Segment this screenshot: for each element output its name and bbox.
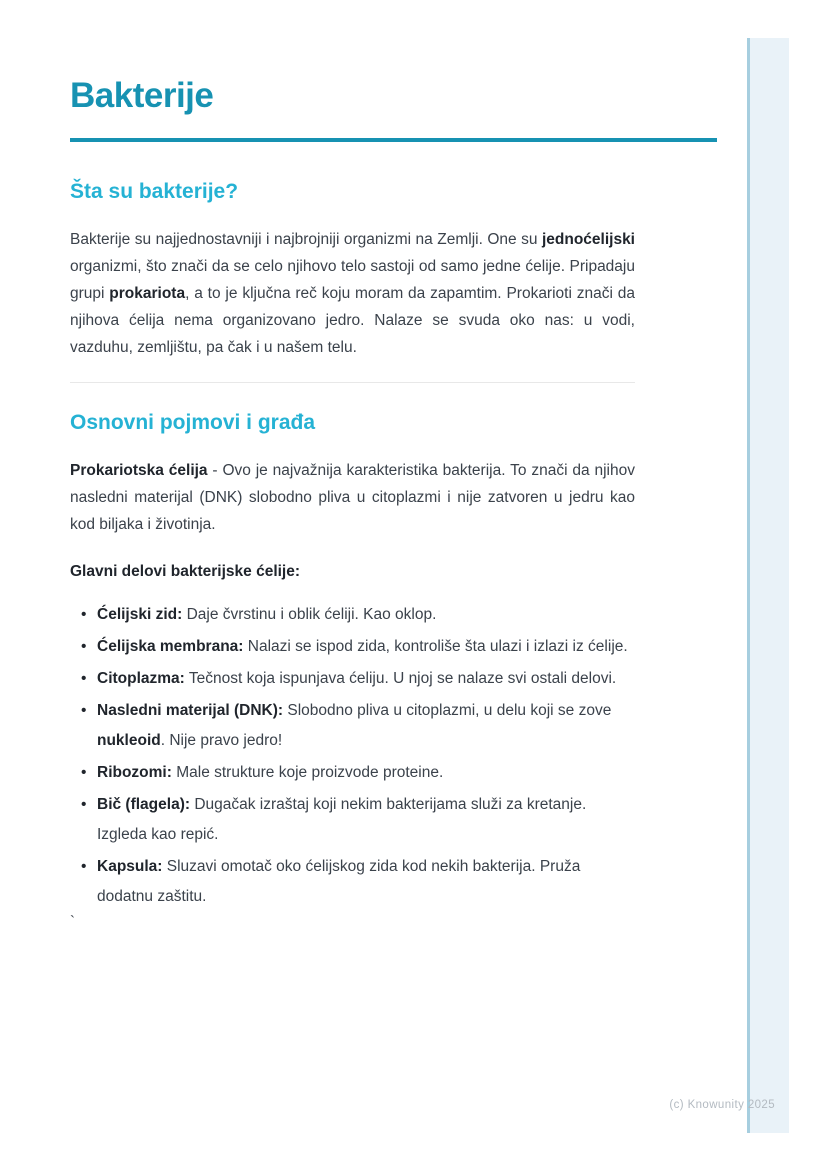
list-item: • Citoplazma: Tečnost koja ispunjava ćeliju. U njoj se nalaze svi ostali delovi. — [70, 664, 635, 694]
lead-paragraph: Prokariotska ćelija - Ovo je najvažnija karakteristika bakterija. To znači da njihov nasledni materijal (DNK) slobodno pliva u citoplazmi i nije zatvoren u jedru kao kod biljaka i životinja. — [70, 462, 635, 533]
list-item: • Bič (flagela): Dugačak izraštaj koji nekim bakterijama služi za kretanje. Izgleda kao repić. — [70, 790, 635, 850]
list-item: • Ćelijska membrana: Nalazi se ispod zida, kontroliše šta ulazi i izlazi iz ćelije. — [70, 632, 635, 662]
list-item: • Nasledni materijal (DNK): Slobodno pliva u citoplazmi, u delu koji se zove nukleoid. Nije pravo jedro! — [70, 696, 635, 756]
intro-paragraph: Bakterije su najjednostavniji i najbrojniji organizmi na Zemlji. One su jednoćelijski organizmi, što znači da se celo njihovo telo sastoji od samo jedne ćelije. Pripadaju grupi prokariota, a to je ključna reč koju moram da zapamtim. Prokarioti znači da njihova ćelija nema organizovano jedro. Nalaze se svuda oko nas: u vodi, vazduhu, zemljištu, pa čak i u našem telu. — [70, 231, 635, 356]
page-content — [70, 0, 635, 930]
section-heading-intro: Šta su bakterije? — [70, 180, 239, 203]
footer-credit: (c) Knowunity 2025 — [669, 1099, 775, 1111]
list-title: Glavni delovi bakterijske ćelije: — [70, 563, 301, 580]
title-rule — [70, 138, 717, 142]
section-heading-structure: Osnovni pojmovi i građa — [70, 411, 316, 434]
list-item: • Ćelijski zid: Daje čvrstinu i oblik ćeliji. Kao oklop. — [70, 600, 635, 630]
cell-parts-list — [70, 600, 635, 912]
side-accent-bar — [747, 38, 789, 1133]
section-divider — [70, 382, 635, 383]
list-item: • Kapsula: Sluzavi omotač oko ćelijskog zida kod nekih bakterija. Pruža dodatnu zaštitu. — [70, 852, 635, 912]
page-title: Bakterije — [70, 76, 214, 115]
list-item: • Ribozomi: Male strukture koje proizvode proteine. — [70, 758, 635, 788]
stray-backtick: ` — [70, 913, 75, 930]
